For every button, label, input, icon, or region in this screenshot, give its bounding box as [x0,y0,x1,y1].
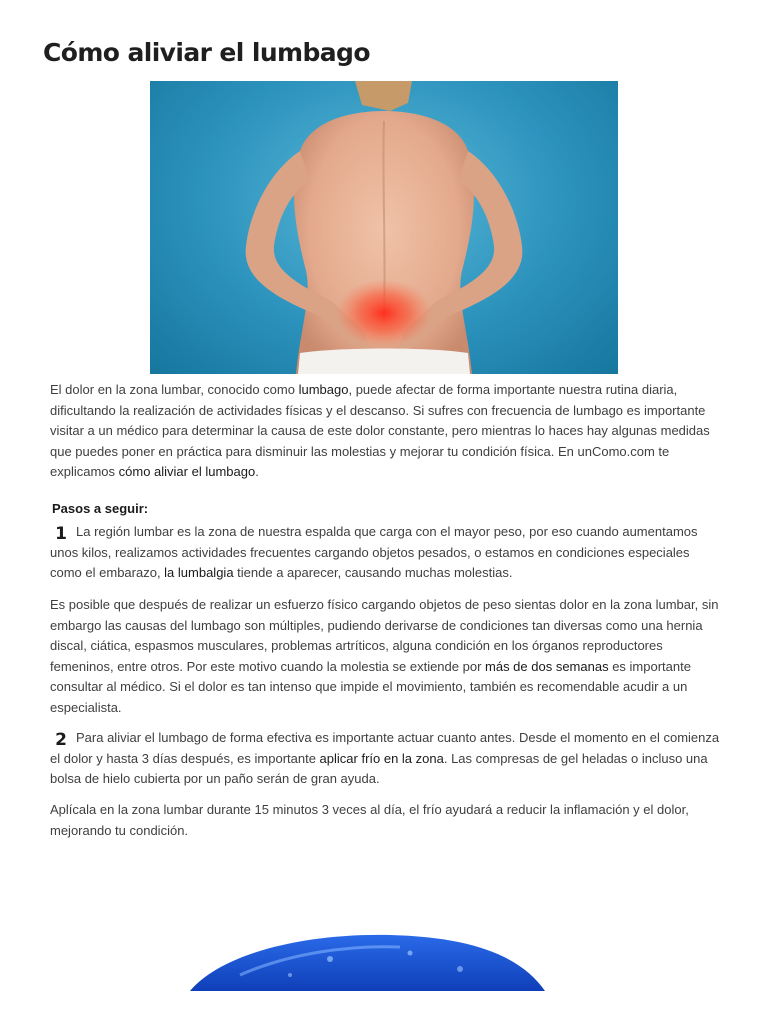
step-1-paragraph [50,521,720,584]
aplicar-frio-link[interactable]: aplicar frío en la zona [319,750,444,766]
step-2-detail-paragraph: Aplícala en la zona lumbar durante 15 minutos 3 veces al día, el frío ayudará a reducir la inflamación y el dolor, mejorando tu condición. [50,802,689,838]
step-2-paragraph [50,727,720,790]
step-2-number: 2 [55,730,67,750]
intro-text: . [255,464,259,479]
lumbago-link[interactable]: lumbago [298,382,349,397]
back-pain-image [150,81,618,374]
intro-text: , puede afectar de forma importante nuestra rutina diaria, dificultando la realización de actividades físicas y el descanso. Si sufres con frecuencia de lumbago es importante visitar a un médico para determinar la causa de este dolor constante, pero mientras lo haces hay algunas medidas que puedes poner en práctica para disminuir las molestias y mejorar tu condición física. En unComo.com te explicamos [50,382,710,479]
step-text: tiende a aparecer, causando muchas molestias. [233,565,513,580]
como-aliviar-link[interactable]: cómo aliviar el lumbago [118,464,256,479]
back-pain-icon [150,81,618,374]
step-text: La región lumbar es la zona de nuestra espalda que carga con el mayor peso, por eso cuando aumentamos unos kilos, realizamos actividades frecuentes cargando objetos pesados, o estamos en condiciones especiales como el embarazo, [50,524,698,580]
step-text: es importante consultar al médico. Si el dolor es tan intenso que impide el movimiento, también es recomendable acudir a un especialista. [50,658,691,715]
steps-heading: Pasos a seguir: [52,501,149,516]
ice-pack-image [150,925,618,991]
step-1-detail-paragraph [50,595,720,718]
intro-paragraph [50,380,720,483]
ice-gel-pack-icon [150,925,618,991]
lumbalgia-link[interactable]: la lumbalgia [164,565,234,580]
step-text: . Las compresas de gel heladas o incluso una bolsa de hielo cubierta por un paño serán de gran ayuda. [50,750,708,786]
step-text: Es posible que después de realizar un esfuerzo físico cargando objetos de peso sientas dolor en la zona lumbar, sin embargo las causas del lumbago son múltiples, pudiendo derivarse de condiciones tan diversas como una hernia discal, ciática, espasmos musculares, problemas artríticos, alguna condición en los órganos reproductores femeninos, entre otros. Por este motivo cuando la molestia se extiende por [50,597,719,674]
step-1-number: 1 [55,524,67,544]
dos-semanas-link[interactable]: más de dos semanas [485,658,609,674]
intro-text: El dolor en la zona lumbar, conocido como [50,382,299,397]
article-title: Cómo aliviar el lumbago [43,38,370,67]
step-text: Para aliviar el lumbago de forma efectiva es importante actuar cuanto antes. Desde el momento en el comienza el dolor y hasta 3 días después, es importante [50,730,720,766]
